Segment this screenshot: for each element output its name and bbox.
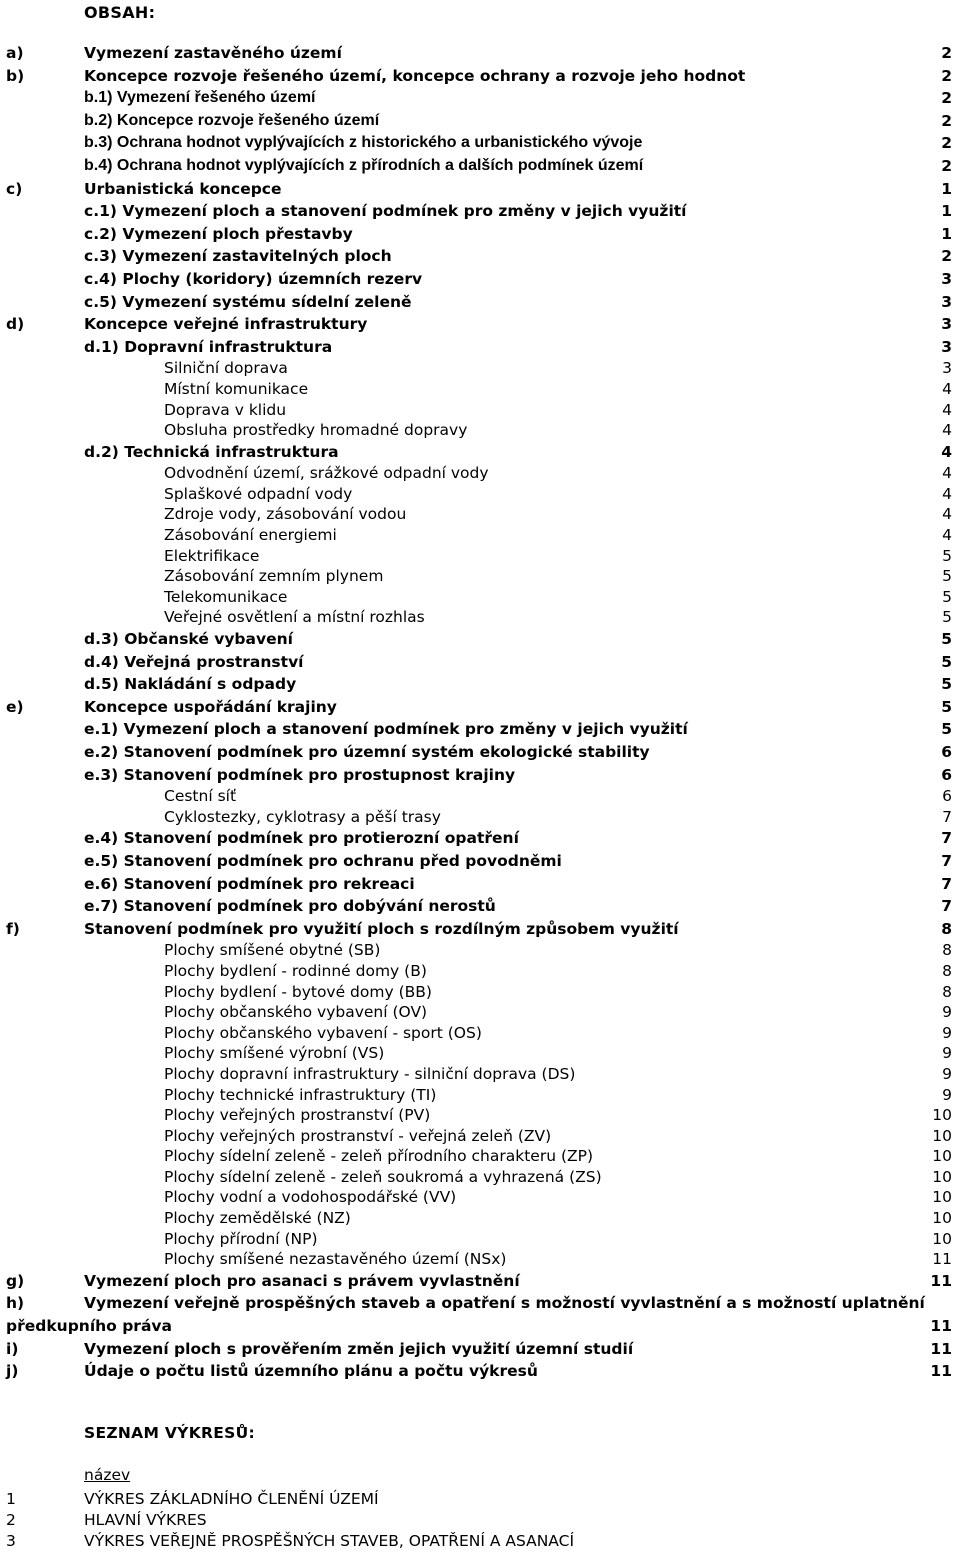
toc-title: d.2) Technická infrastruktura <box>84 442 339 461</box>
toc-title: c.5) Vymezení systému sídelní zeleně <box>84 292 412 311</box>
toc-row <box>0 504 960 525</box>
toc-title: Plochy bydlení - bytové domy (BB) <box>164 982 432 1001</box>
toc-title: Urbanistická koncepce <box>84 179 282 198</box>
toc-row <box>0 1315 960 1338</box>
toc-title: Zásobování energiemi <box>164 526 337 545</box>
toc-page-number: 8 <box>942 941 952 960</box>
toc-row <box>0 940 960 961</box>
toc-row <box>0 336 960 359</box>
toc-page-number: 4 <box>941 442 952 461</box>
toc-title: Plochy občanského vybavení (OV) <box>164 1003 428 1022</box>
toc-page-number: 4 <box>942 421 952 440</box>
toc-page-number: 7 <box>942 807 952 826</box>
toc-row <box>0 651 960 674</box>
toc-title: Plochy technické infrastruktury (TI) <box>164 1085 437 1104</box>
toc-title: Plochy smíšené výrobní (VS) <box>164 1044 385 1063</box>
toc-row <box>0 1338 960 1361</box>
toc-row <box>0 1292 960 1315</box>
toc-row <box>0 1229 960 1250</box>
toc-row <box>0 587 960 608</box>
toc-title: e.1) Vymezení ploch a stanovení podmínek pro změny v jejich využití <box>84 720 688 739</box>
toc-row <box>0 525 960 546</box>
toc-title: Plochy sídelní zeleně - zeleň přírodního charakteru (ZP) <box>164 1147 594 1166</box>
toc-title: Vymezení ploch s prověřením změn jejich využití územní studií <box>84 1339 634 1358</box>
toc-row <box>0 1085 960 1106</box>
toc-title: Veřejné osvětlení a místní rozhlas <box>164 608 425 627</box>
toc-page-number: 11 <box>930 1317 952 1336</box>
toc-title: Místní komunikace <box>164 379 309 398</box>
toc-title: b.4) Ochrana hodnot vyplývajících z přírodních a dalších podmínek území <box>84 156 644 174</box>
toc-page-number: 3 <box>941 315 952 334</box>
toc-title: Doprava v klidu <box>164 400 287 419</box>
toc-letter: h) <box>6 1294 25 1313</box>
drawing-name: HLAVNÍ VÝKRES <box>84 1511 207 1529</box>
toc-row <box>0 982 960 1003</box>
toc-title: Plochy vodní a vodohospodářské (VV) <box>164 1188 457 1207</box>
toc-page-number: 11 <box>930 1271 952 1290</box>
toc-page-number: 11 <box>932 1250 952 1269</box>
toc-page-number: 2 <box>941 111 952 130</box>
toc-row <box>0 918 960 941</box>
toc-title: Plochy přírodní (NP) <box>164 1229 318 1248</box>
toc-page-number: 2 <box>941 134 952 153</box>
toc-row <box>0 961 960 982</box>
toc-page-number: 3 <box>942 359 952 378</box>
toc-row <box>0 628 960 651</box>
toc-title: c.2) Vymezení ploch přestavby <box>84 224 353 243</box>
toc-page-number: 9 <box>942 1085 952 1104</box>
toc-row <box>0 1360 960 1383</box>
toc-title: Zásobování zemním plynem <box>164 567 384 586</box>
toc-page-number: 1 <box>941 179 952 198</box>
toc-page-number: 5 <box>941 697 952 716</box>
toc-title: c.4) Plochy (koridory) územních rezerv <box>84 269 423 288</box>
toc-title: d.4) Veřejná prostranství <box>84 652 304 671</box>
toc-page-number: 11 <box>930 1339 952 1358</box>
drawings-heading: SEZNAM VÝKRESŮ: <box>84 1424 255 1442</box>
toc-page-number: 7 <box>941 897 952 916</box>
toc-title: Cyklostezky, cyklotrasy a pěší trasy <box>164 807 441 826</box>
toc-letter: a) <box>6 44 24 62</box>
toc-page-number: 2 <box>941 66 952 85</box>
toc-row <box>0 110 960 133</box>
toc-title: Koncepce uspořádání krajiny <box>84 697 337 716</box>
toc-page-number: 7 <box>941 851 952 870</box>
toc-page-number: 4 <box>942 505 952 524</box>
toc-title: c.1) Vymezení ploch a stanovení podmínek pro změny v jejich využití <box>84 202 687 221</box>
toc-row <box>0 65 960 88</box>
toc-page-number: 10 <box>932 1209 952 1228</box>
toc-row <box>0 1002 960 1023</box>
toc-row <box>0 807 960 828</box>
contents-heading: OBSAH: <box>84 3 156 22</box>
toc-title: Koncepce veřejné infrastruktury <box>84 315 368 334</box>
toc-page-number: 7 <box>941 874 952 893</box>
drawing-number: 2 <box>6 1511 16 1529</box>
toc-row <box>0 566 960 587</box>
toc-letter: d) <box>6 315 25 334</box>
toc-page-number: 8 <box>942 982 952 1001</box>
toc-page-number: 7 <box>941 829 952 848</box>
drawing-name: VÝKRES ZÁKLADNÍHO ČLENĚNÍ ÚZEMÍ <box>84 1490 379 1508</box>
toc-row <box>0 420 960 441</box>
toc-page-number: 8 <box>942 961 952 980</box>
toc-row <box>0 484 960 505</box>
toc-row <box>0 1126 960 1147</box>
toc-title: d.3) Občanské vybavení <box>84 630 293 649</box>
toc-page-number: 5 <box>942 567 952 586</box>
toc-title: Elektrifikace <box>164 546 260 565</box>
drawing-row <box>0 1488 960 1510</box>
toc-title: e.2) Stanovení podmínek pro územní systém ekologické stability <box>84 743 650 761</box>
toc-page-number: 10 <box>932 1188 952 1207</box>
toc-title: b.2) Koncepce rozvoje řešeného území <box>84 111 380 129</box>
toc-row <box>0 607 960 628</box>
toc-row <box>0 673 960 696</box>
toc-page-number: 5 <box>941 720 952 739</box>
toc-letter: f) <box>6 919 20 938</box>
toc-page-number: 5 <box>941 630 952 649</box>
toc-title: d.1) Dopravní infrastruktura <box>84 337 333 356</box>
toc-row <box>0 696 960 719</box>
toc-row <box>0 178 960 201</box>
toc-page-number: 4 <box>942 484 952 503</box>
toc-title: e.3) Stanovení podmínek pro prostupnost krajiny <box>84 765 516 784</box>
toc-title: Plochy dopravní infrastruktury - silniční doprava (DS) <box>164 1064 576 1083</box>
toc-title: Zdroje vody, zásobování vodou <box>164 505 407 524</box>
toc-row <box>0 1167 960 1188</box>
toc-title: Cestní síť <box>164 787 237 806</box>
toc-page-number: 2 <box>941 89 952 108</box>
toc-page-number: 5 <box>942 546 952 565</box>
toc-row <box>0 1187 960 1208</box>
toc-row <box>0 1249 960 1270</box>
toc-row <box>0 132 960 155</box>
toc-row <box>0 441 960 464</box>
toc-row <box>0 223 960 246</box>
toc-page-number: 6 <box>942 787 952 806</box>
toc-title: Obsluha prostředky hromadné dopravy <box>164 421 468 440</box>
toc-page-number: 6 <box>941 765 952 784</box>
toc-page-number: 5 <box>942 608 952 627</box>
toc-row <box>0 291 960 314</box>
toc-row <box>0 358 960 379</box>
toc-row <box>0 764 960 787</box>
toc-letter: c) <box>6 179 23 198</box>
toc-row <box>0 1105 960 1126</box>
toc-title: e.7) Stanovení podmínek pro dobývání nerostů <box>84 897 496 916</box>
toc-page-number: 4 <box>942 400 952 419</box>
toc-page-number: 4 <box>942 464 952 483</box>
toc-title: předkupního práva <box>6 1317 172 1336</box>
drawing-number: 3 <box>6 1532 16 1550</box>
toc-title: Silniční doprava <box>164 359 288 378</box>
toc-page-number: 10 <box>932 1167 952 1186</box>
toc-title: Plochy sídelní zeleně - zeleň soukromá a vyhrazená (ZS) <box>164 1167 602 1186</box>
toc-page-number: 5 <box>942 587 952 606</box>
toc-title: b.1) Vymezení řešeného území <box>84 89 316 107</box>
toc-title: Plochy smíšené nezastavěného území (NSx) <box>164 1250 507 1269</box>
toc-row <box>0 42 960 65</box>
toc-page-number: 2 <box>941 247 952 266</box>
toc-row <box>0 87 960 110</box>
toc-row <box>0 200 960 223</box>
toc-letter: g) <box>6 1271 25 1290</box>
drawing-row <box>0 1530 960 1552</box>
toc-page-number: 9 <box>942 1023 952 1042</box>
toc-row <box>0 1023 960 1044</box>
toc-title: e.5) Stanovení podmínek pro ochranu před povodněmi <box>84 851 562 870</box>
toc-row <box>0 546 960 567</box>
toc-title: c.3) Vymezení zastavitelných ploch <box>84 247 392 266</box>
toc-row <box>0 873 960 896</box>
toc-page-number: 8 <box>941 919 952 938</box>
toc-page-number: 4 <box>942 526 952 545</box>
toc-row <box>0 786 960 807</box>
toc-title: Splaškové odpadní vody <box>164 484 353 503</box>
toc-letter: j) <box>6 1362 19 1381</box>
toc-title: Vymezení ploch pro asanaci s právem vyvlastnění <box>84 1271 520 1290</box>
toc-page-number: 3 <box>941 292 952 311</box>
toc-page-number: 10 <box>932 1106 952 1125</box>
toc-row <box>0 1146 960 1167</box>
toc-letter: e) <box>6 697 24 716</box>
toc-row <box>0 463 960 484</box>
toc-row <box>0 850 960 873</box>
toc-title: e.6) Stanovení podmínek pro rekreaci <box>84 874 415 893</box>
table-of-contents <box>0 42 960 1383</box>
toc-page-number: 3 <box>941 337 952 356</box>
toc-page-number: 1 <box>941 202 952 221</box>
toc-row <box>0 895 960 918</box>
toc-page-number: 5 <box>941 652 952 671</box>
toc-row <box>0 268 960 291</box>
toc-title: d.5) Nakládání s odpady <box>84 675 297 694</box>
toc-page-number: 2 <box>941 44 952 62</box>
toc-title: e.4) Stanovení podmínek pro protierozní opatření <box>84 829 519 848</box>
toc-row <box>0 741 960 764</box>
toc-page-number: 10 <box>932 1147 952 1166</box>
toc-row <box>0 245 960 268</box>
toc-title: b.3) Ochrana hodnot vyplývajících z historického a urbanistického vývoje <box>84 134 643 152</box>
toc-page-number: 6 <box>941 743 952 761</box>
toc-title: Telekomunikace <box>164 587 288 606</box>
toc-title: Vymezení zastavěného území <box>84 44 342 62</box>
toc-row <box>0 1208 960 1229</box>
toc-page-number: 9 <box>942 1044 952 1063</box>
toc-row <box>0 1270 960 1293</box>
toc-title: Plochy smíšené obytné (SB) <box>164 941 381 960</box>
toc-title: Vymezení veřejně prospěšných staveb a opatření s možností vyvlastnění a s možností uplatnění <box>84 1294 925 1313</box>
toc-page-number: 11 <box>930 1362 952 1381</box>
toc-row <box>0 400 960 421</box>
toc-page-number: 5 <box>941 675 952 694</box>
toc-letter: b) <box>6 66 25 85</box>
toc-row <box>0 379 960 400</box>
toc-page-number: 2 <box>941 156 952 175</box>
toc-row <box>0 827 960 850</box>
toc-row <box>0 155 960 178</box>
toc-title: Plochy veřejných prostranství (PV) <box>164 1106 431 1125</box>
toc-title: Plochy zemědělské (NZ) <box>164 1209 351 1228</box>
drawings-column-header: název <box>84 1466 131 1484</box>
toc-title: Plochy veřejných prostranství - veřejná zeleň (ZV) <box>164 1126 552 1145</box>
toc-page-number: 9 <box>942 1064 952 1083</box>
toc-page-number: 10 <box>932 1229 952 1248</box>
toc-title: Odvodnění území, srážkové odpadní vody <box>164 464 489 483</box>
drawing-row <box>0 1509 960 1531</box>
toc-row <box>0 1064 960 1085</box>
drawing-number: 1 <box>6 1490 16 1508</box>
toc-page-number: 4 <box>942 379 952 398</box>
toc-page-number: 10 <box>932 1126 952 1145</box>
toc-page-number: 1 <box>941 224 952 243</box>
toc-title: Stanovení podmínek pro využití ploch s rozdílným způsobem využití <box>84 919 679 938</box>
toc-page-number: 9 <box>942 1003 952 1022</box>
toc-title: Plochy bydlení - rodinné domy (B) <box>164 961 427 980</box>
toc-page-number: 3 <box>941 269 952 288</box>
toc-letter: i) <box>6 1339 19 1358</box>
toc-title: Koncepce rozvoje řešeného území, koncepce ochrany a rozvoje jeho hodnot <box>84 66 746 85</box>
toc-row <box>0 313 960 336</box>
toc-title: Údaje o počtu listů územního plánu a počtu výkresů <box>84 1362 538 1381</box>
toc-title: Plochy občanského vybavení - sport (OS) <box>164 1023 482 1042</box>
drawing-name: VÝKRES VEŘEJNĚ PROSPĚŠNÝCH STAVEB, OPATŘENÍ A ASANACÍ <box>84 1532 575 1550</box>
toc-row <box>0 718 960 741</box>
toc-row <box>0 1043 960 1064</box>
